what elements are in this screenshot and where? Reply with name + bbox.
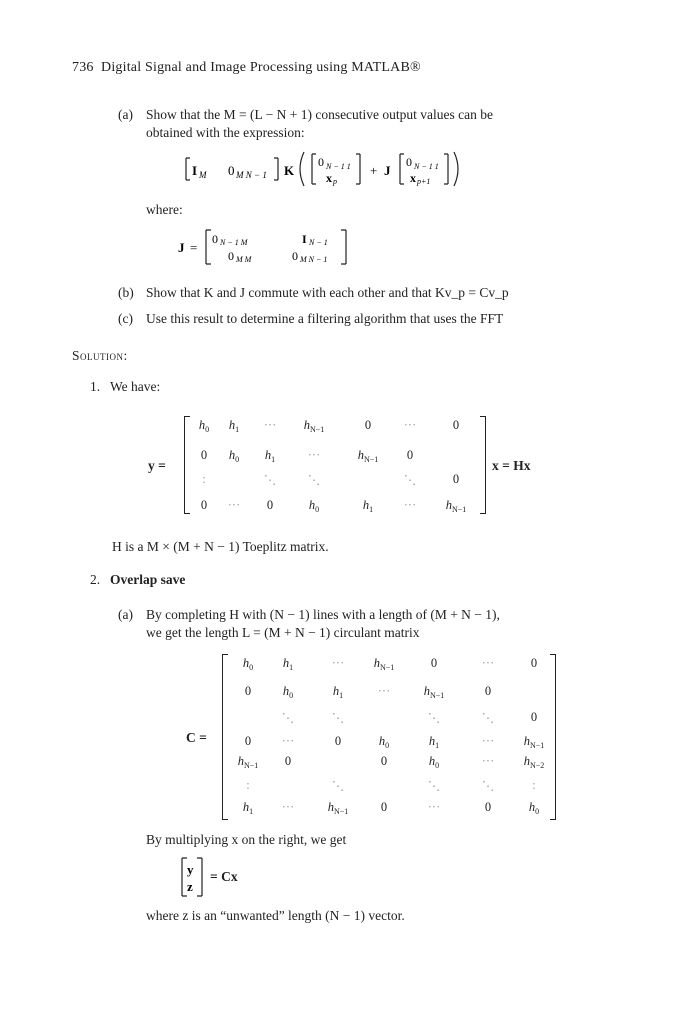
c-matrix-cell-r3-c1: ··· [281, 734, 295, 748]
part-b-text: Show that K and J commute with each other and that Kv_p = Cv_p [146, 285, 509, 300]
svg-text:x: x [326, 171, 332, 185]
svg-text:N − 1 1: N − 1 1 [414, 162, 439, 171]
svg-text:0: 0 [228, 249, 234, 263]
c-matrix-cell-r3-c0: 0 [244, 734, 252, 748]
item1-number: 1. [90, 379, 101, 394]
h-matrix-cell-r3-c4: $h_1$ [362, 498, 374, 514]
c-matrix-cell-r0-c5: ··· [481, 656, 495, 670]
solution-heading: Solution: [72, 348, 128, 363]
svg-text:M M: M M [236, 255, 252, 264]
c-matrix-cell-r5-c2: ⋱ [331, 779, 345, 793]
svg-text:N − 1 M: N − 1 M [220, 238, 248, 247]
svg-text:+: + [370, 163, 378, 178]
c-matrix-cell-r4-c4: $h_0$ [428, 754, 440, 770]
h-matrix-cell-r0-c6: 0 [452, 418, 460, 432]
svg-text:p+1: p+1 [417, 177, 431, 186]
h-matrix-cell-r2-c6: 0 [452, 472, 460, 486]
item2a-line2: we get the length L = (M + N − 1) circulant matrix [146, 625, 420, 640]
svg-text:M N − 1: M N − 1 [300, 255, 328, 264]
h-matrix-cell-r0-c1: $h_1$ [228, 418, 240, 434]
h-matrix-cell-r0-c5: ··· [403, 418, 417, 432]
svg-text:0: 0 [212, 232, 218, 246]
c-matrix-cell-r1-c5: 0 [484, 684, 492, 698]
h-matrix-cell-r2-c0: : [202, 472, 206, 486]
item2a-label: (a) [118, 607, 133, 622]
h-matrix-cell-r0-c2: ··· [263, 418, 277, 432]
svg-text:M N − 1: M N − 1 [236, 170, 267, 180]
h-matrix-cell-r1-c2: $h_1$ [264, 448, 276, 464]
h-matrix [184, 416, 486, 512]
c-matrix-cell-r5-c5: ⋱ [481, 779, 495, 793]
c-matrix-cell-r3-c3: $h_0$ [378, 734, 390, 750]
c-matrix-cell-r5-c0: : [246, 778, 250, 792]
svg-text:M: M [199, 170, 207, 180]
h-matrix-cell-r3-c1: ··· [227, 498, 241, 512]
c-matrix-cell-r3-c5: ··· [481, 734, 495, 748]
svg-text:0: 0 [406, 155, 412, 169]
svg-text:N − 1 1: N − 1 1 [326, 162, 351, 171]
c-matrix-cell-r1-c3: ··· [377, 684, 391, 698]
svg-text:0: 0 [318, 155, 324, 169]
c-matrix-cell-r0-c6: 0 [530, 656, 538, 670]
c-matrix-cell-r2-c5: ⋱ [481, 711, 495, 725]
h-matrix-cell-r1-c4: $h_{N-1}$ [357, 448, 379, 464]
svg-text:J: J [384, 163, 391, 178]
c-matrix-cell-r0-c1: $h_1$ [282, 656, 294, 672]
h-matrix-cell-r1-c0: 0 [200, 448, 208, 462]
h-matrix-cell-r0-c0: $h_0$ [198, 418, 210, 434]
running-title: Digital Signal and Image Processing using MATLAB® [101, 60, 421, 75]
svg-text:z: z [187, 879, 193, 894]
part-c-text: Use this result to determine a filtering algorithm that uses the FFT [146, 311, 504, 326]
c-matrix-cell-r3-c6: $h_{N-1}$ [523, 734, 545, 750]
c-matrix [222, 654, 556, 818]
yz-vector [176, 856, 206, 898]
c-matrix-cell-r0-c0: $h_0$ [242, 656, 254, 672]
item2-number: 2. [90, 572, 101, 587]
svg-text:0: 0 [228, 163, 235, 178]
y-lhs: y = [148, 458, 166, 473]
svg-text:=: = [190, 240, 198, 255]
c-matrix-cell-r1-c4: $h_{N-1}$ [423, 684, 445, 700]
unwanted-text: where z is an “unwanted” length (N − 1) vector. [146, 908, 405, 923]
j-definition [178, 224, 368, 270]
c-matrix-cell-r6-c5: 0 [484, 800, 492, 814]
c-matrix-cell-r0-c4: 0 [430, 656, 438, 670]
part-b-label: (b) [118, 285, 134, 300]
c-matrix-cell-r2-c4: ⋱ [427, 711, 441, 725]
h-matrix-cell-r3-c0: 0 [200, 498, 208, 512]
where-label: where: [146, 202, 183, 217]
h-matrix-cell-r2-c5: ⋱ [403, 473, 417, 487]
item2-title: Overlap save [110, 572, 186, 587]
h-matrix-cell-r0-c4: 0 [364, 418, 372, 432]
c-matrix-cell-r4-c0: $h_{N-1}$ [237, 754, 259, 770]
svg-text:J: J [178, 240, 185, 255]
h-matrix-cell-r0-c3: $h_{N-1}$ [303, 418, 325, 434]
svg-text:0: 0 [292, 249, 298, 263]
c-matrix-cell-r1-c1: $h_0$ [282, 684, 294, 700]
h-matrix-cell-r3-c3: $h_0$ [308, 498, 320, 514]
item1-text: We have: [110, 379, 161, 394]
c-matrix-cell-r4-c1: 0 [284, 754, 292, 768]
h-matrix-cell-r3-c5: ··· [403, 498, 417, 512]
h-matrix-cell-r3-c6: $h_{N-1}$ [445, 498, 467, 514]
part-a-label: (a) [118, 107, 133, 122]
svg-text:N − 1: N − 1 [309, 238, 328, 247]
part-a-line2: obtained with the expression: [146, 125, 305, 140]
c-matrix-cell-r4-c5: ··· [481, 754, 495, 768]
c-matrix-cell-r2-c2: ⋱ [331, 711, 345, 725]
c-matrix-cell-r1-c0: 0 [244, 684, 252, 698]
c-matrix-cell-r2-c1: ⋱ [281, 711, 295, 725]
c-matrix-cell-r0-c3: $h_{N-1}$ [373, 656, 395, 672]
part-a-line1: Show that the M = (L − N + 1) consecutive output values can be [146, 107, 494, 122]
item2a-line1: By completing H with (N − 1) lines with a length of (M + N − 1), [146, 607, 500, 622]
yz-rhs: = Cx [210, 869, 238, 884]
c-matrix-cell-r4-c6: $h_{N-2}$ [523, 754, 545, 770]
c-lhs: C = [186, 730, 207, 745]
h-matrix-cell-r3-c2: 0 [266, 498, 274, 512]
svg-text:I: I [302, 232, 307, 246]
c-matrix-cell-r4-c3: 0 [380, 754, 388, 768]
h-note: H is a M × (M + N − 1) Toeplitz matrix. [112, 539, 329, 554]
h-matrix-cell-r1-c1: $h_0$ [228, 448, 240, 464]
running-header [72, 60, 421, 76]
c-matrix-cell-r5-c4: ⋱ [427, 779, 441, 793]
c-matrix-cell-r6-c0: $h_1$ [242, 800, 254, 816]
svg-text:I: I [192, 163, 198, 178]
h-matrix-cell-r1-c3: ··· [307, 448, 321, 462]
c-matrix-cell-r5-c6: : [532, 778, 536, 792]
c-matrix-cell-r6-c4: ··· [427, 800, 441, 814]
svg-text:x: x [410, 171, 416, 185]
c-matrix-cell-r6-c6: $h_0$ [528, 800, 540, 816]
svg-text:p: p [333, 177, 337, 186]
y-rhs: x = Hx [492, 458, 531, 473]
svg-text:y: y [187, 862, 194, 877]
h-matrix-cell-r1-c5: 0 [406, 448, 414, 462]
c-matrix-cell-r6-c1: ··· [281, 800, 295, 814]
part-a-expression [180, 148, 500, 190]
svg-text:K: K [284, 163, 295, 178]
part-c-label: (c) [118, 311, 133, 326]
page-number: 736 [72, 60, 94, 75]
c-matrix-cell-r1-c2: $h_1$ [332, 684, 344, 700]
c-matrix-cell-r0-c2: ··· [331, 656, 345, 670]
h-matrix-cell-r2-c3: ⋱ [307, 473, 321, 487]
multiply-text: By multiplying x on the right, we get [146, 832, 347, 847]
c-matrix-cell-r6-c2: $h_{N-1}$ [327, 800, 349, 816]
c-matrix-cell-r3-c4: $h_1$ [428, 734, 440, 750]
c-matrix-cell-r3-c2: 0 [334, 734, 342, 748]
c-matrix-cell-r2-c6: 0 [530, 710, 538, 724]
h-matrix-cell-r2-c2: ⋱ [263, 473, 277, 487]
c-matrix-cell-r6-c3: 0 [380, 800, 388, 814]
